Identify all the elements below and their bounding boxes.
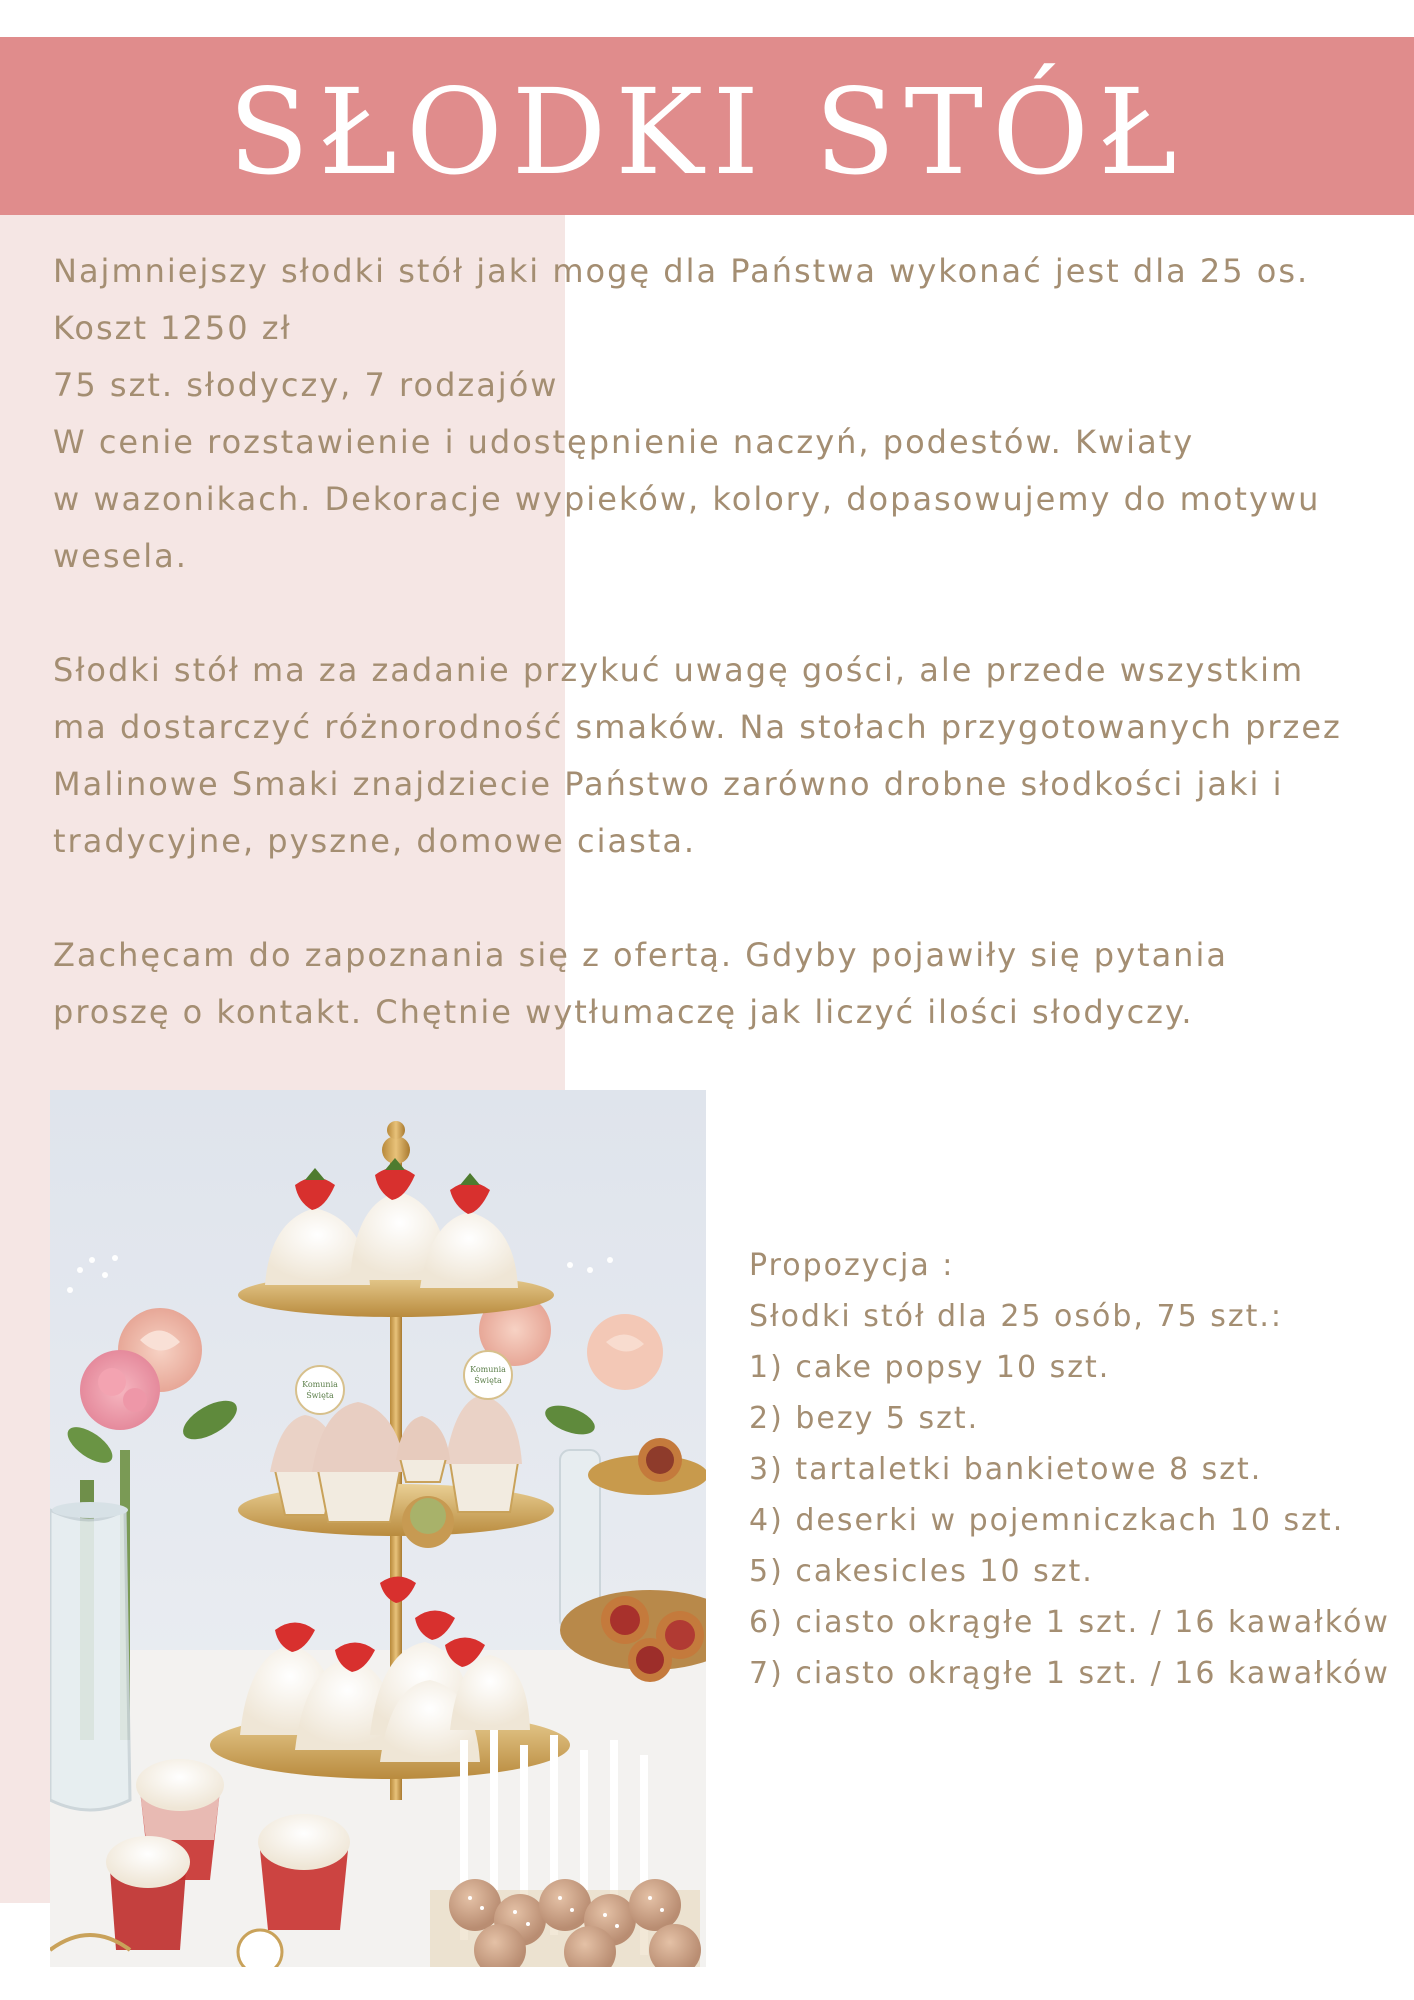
topper-right-line-2: Święta [474, 1376, 502, 1385]
proposal-item: 4) deserki w pojemniczkach 10 szt. [749, 1503, 1345, 1538]
proposal-section [749, 1240, 1399, 1699]
proposal-item: 3) tartaletki bankietowe 8 szt. [749, 1452, 1263, 1487]
proposal-item: 1) cake popsy 10 szt. [749, 1350, 1111, 1385]
description-line-2: ma dostarczyć różnorodność smaków. Na stołach przygotowanych przez [53, 708, 1342, 746]
intro-line-sweets: 75 szt. słodyczy, 7 rodzajów [53, 366, 559, 404]
description-paragraph [53, 642, 1393, 870]
description-line-3: Malinowe Smaki znajdziecie Państwo zarówno drobne słodkości jaki i [53, 765, 1284, 803]
intro-line-5: w wazonikach. Dekoracje wypieków, kolory, dopasowujemy do motywu [53, 480, 1321, 518]
topper-right-line-1: Komunia [470, 1365, 506, 1374]
proposal-item: 5) cakesicles 10 szt. [749, 1554, 1094, 1589]
intro-line-1: Najmniejszy słodki stół jaki mogę dla Państwa wykonać jest dla 25 os. [53, 252, 1310, 290]
page-title: SŁODKI STÓŁ [228, 63, 1186, 201]
topper-left-line-2: Święta [306, 1391, 334, 1400]
title-banner [0, 37, 1414, 215]
description-line-4: tradycyjne, pyszne, domowe ciasta. [53, 822, 697, 860]
intro-paragraph [53, 243, 1393, 585]
proposal-item: 6) ciasto okrągłe 1 szt. / 16 kawałków [749, 1605, 1390, 1640]
communion-topper-left [296, 1366, 344, 1414]
closing-line-1: Zachęcam do zapoznania się z ofertą. Gdyby pojawiły się pytania [53, 936, 1228, 974]
communion-topper-right [464, 1351, 512, 1399]
topper-left-line-1: Komunia [302, 1380, 338, 1389]
closing-paragraph [53, 927, 1393, 1041]
dessert-table-photo [50, 1090, 706, 1967]
closing-line-2: proszę o kontakt. Chętnie wytłumaczę jak liczyć ilości słodyczy. [53, 993, 1194, 1031]
description-line-1: Słodki stół ma za zadanie przykuć uwagę gości, ale przede wszystkim [53, 651, 1305, 689]
intro-line-price: Koszt 1250 zł [53, 309, 292, 347]
proposal-item: 2) bezy 5 szt. [749, 1401, 980, 1436]
paragraph-gap [53, 585, 1393, 642]
intro-line-6: wesela. [53, 537, 188, 575]
proposal-subheading: Słodki stół dla 25 osób, 75 szt.: [749, 1299, 1283, 1334]
intro-line-4: W cenie rozstawienie i udostępnienie naczyń, podestów. Kwiaty [53, 423, 1195, 461]
proposal-item: 7) ciasto okrągłe 1 szt. / 16 kawałków [749, 1656, 1390, 1691]
proposal-heading: Propozycja : [749, 1248, 955, 1283]
paragraph-gap [53, 870, 1393, 927]
body-text [53, 243, 1393, 1041]
